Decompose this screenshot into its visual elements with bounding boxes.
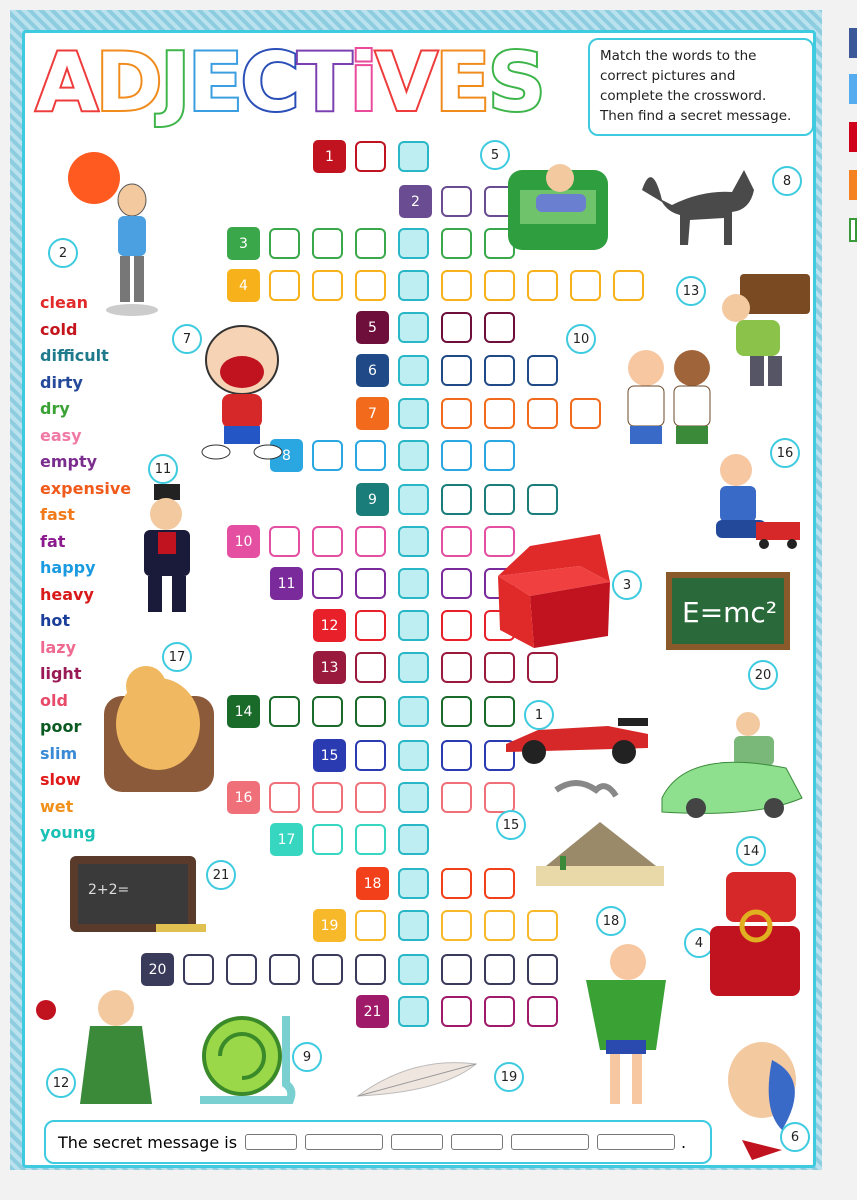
picture-number-circle: 8 [772, 166, 802, 196]
word-bank-item: lazy [40, 637, 77, 657]
crossword-cell[interactable] [484, 910, 515, 941]
picture-number-circle: 19 [494, 1062, 524, 1092]
secret-blank[interactable] [391, 1134, 443, 1150]
secret-column-cell[interactable] [398, 868, 429, 899]
crossword-cell[interactable] [484, 868, 515, 899]
word-bank-item: heavy [40, 584, 94, 604]
title-letter: i [350, 36, 378, 129]
crossword-cell[interactable] [312, 228, 343, 259]
picture-number-circle: 14 [736, 836, 766, 866]
clue-number-11: 11 [270, 567, 303, 600]
word-bank-item: slim [40, 743, 78, 763]
crossword-cell[interactable] [355, 740, 386, 771]
picture-number-circle: 15 [496, 810, 526, 840]
crossword-cell[interactable] [441, 312, 472, 343]
secret-column-cell[interactable] [398, 484, 429, 515]
picture-number-circle: 9 [292, 1042, 322, 1072]
crossword-cell[interactable] [312, 696, 343, 727]
word-bank-item: difficult [40, 346, 109, 365]
crossword-cell[interactable] [484, 954, 515, 985]
crossword-cell[interactable] [484, 484, 515, 515]
clue-number-15: 15 [313, 739, 346, 772]
crossword-cell[interactable] [269, 782, 300, 813]
edge-tab-lightblue [849, 74, 857, 104]
crossword-cell[interactable] [484, 270, 515, 301]
crossword-cell[interactable] [269, 228, 300, 259]
clue-number-4: 4 [227, 269, 260, 302]
edge-tab-orange [849, 170, 857, 200]
picture-number-circle: 7 [172, 324, 202, 354]
secret-column-cell[interactable] [398, 440, 429, 471]
clue-number-13: 13 [313, 651, 346, 684]
secret-message-period: . [681, 1132, 687, 1152]
crossword-cell[interactable] [355, 526, 386, 557]
word-bank-item: happy [40, 558, 96, 577]
fat-cat-armchair-picture [96, 660, 222, 796]
crossword-cell[interactable] [441, 228, 472, 259]
crossword-cell[interactable] [484, 782, 515, 813]
ring-box-picture [704, 866, 804, 1002]
crossword-cell[interactable] [355, 910, 386, 941]
secret-column-cell[interactable] [398, 954, 429, 985]
crossword-cell[interactable] [441, 270, 472, 301]
word-bank-item: expensive [40, 478, 132, 498]
picture-number-circle: 4 [684, 928, 714, 958]
crossword-cell[interactable] [441, 740, 472, 771]
empty-red-box-picture [490, 526, 620, 650]
secret-column-cell[interactable] [398, 312, 429, 343]
secret-column-cell[interactable] [398, 782, 429, 813]
crossword-cell[interactable] [441, 398, 472, 429]
easy-chalkboard-picture [66, 852, 210, 940]
crossword-cell[interactable] [527, 954, 558, 985]
secret-blank[interactable] [511, 1134, 589, 1150]
feather-picture [352, 1054, 482, 1104]
crossword-cell[interactable] [355, 610, 386, 641]
secret-blank[interactable] [597, 1134, 675, 1150]
crossword-cell[interactable] [355, 440, 386, 471]
happy-man-picture [172, 312, 312, 462]
clue-number-19: 19 [313, 909, 346, 942]
crossword-cell[interactable] [527, 996, 558, 1027]
picture-number-circle: 13 [676, 276, 706, 306]
crossword-cell[interactable] [312, 568, 343, 599]
crossword-cell[interactable] [355, 568, 386, 599]
word-bank-item: slow [40, 770, 81, 789]
secret-column-cell[interactable] [398, 610, 429, 641]
crossword-cell[interactable] [570, 270, 601, 301]
title-letter: E [188, 36, 243, 129]
secret-column-cell[interactable] [398, 652, 429, 683]
crossword-cell[interactable] [484, 996, 515, 1027]
crossword-cell[interactable] [355, 652, 386, 683]
word-bank-item: light [40, 664, 82, 683]
picture-number-circle: 21 [206, 860, 236, 890]
clue-number-7: 7 [356, 397, 389, 430]
picture-number-circle: 2 [48, 238, 78, 268]
cat-picture [632, 150, 762, 250]
picture-number-circle: 12 [46, 1068, 76, 1098]
crossword-cell[interactable] [269, 954, 300, 985]
wet-boy-picture [576, 940, 676, 1110]
title-letter: J [160, 36, 191, 129]
old-woman-picture [30, 984, 160, 1110]
instructions-text: Match the words to the correct pictures and complete the crossword. Then find a secret message. [600, 48, 792, 124]
instructions-box [588, 38, 814, 136]
crossword-cell[interactable] [527, 398, 558, 429]
snail-picture [190, 996, 302, 1112]
clue-number-8: 8 [270, 439, 303, 472]
title-letter: S [488, 36, 546, 129]
cold-man-picture [712, 1020, 820, 1160]
secret-column-cell[interactable] [398, 696, 429, 727]
word-bank-item: dry [40, 399, 70, 418]
clue-number-6: 6 [356, 354, 389, 387]
picture-number-circle: 5 [480, 140, 510, 170]
word-bank-item: dirty [40, 372, 83, 392]
title-letter: A [36, 36, 98, 129]
clue-number-12: 12 [313, 609, 346, 642]
crossword-cell[interactable] [484, 652, 515, 683]
secret-column-cell[interactable] [398, 740, 429, 771]
edge-tab-blue [849, 28, 857, 58]
crossword-cell[interactable] [269, 526, 300, 557]
crossword-cell[interactable] [484, 440, 515, 471]
word-bank-item: fat [40, 531, 66, 551]
crossword-cell[interactable] [441, 996, 472, 1027]
crossword-cell[interactable] [527, 355, 558, 386]
picture-number-circle: 1 [524, 700, 554, 730]
crossword-cell[interactable] [570, 398, 601, 429]
crossword-cell[interactable] [441, 696, 472, 727]
clue-number-14: 14 [227, 695, 260, 728]
crossword-cell[interactable] [527, 652, 558, 683]
crossword-cell[interactable] [312, 782, 343, 813]
secret-column-cell[interactable] [398, 824, 429, 855]
title-letter: C [240, 36, 300, 129]
crossword-cell[interactable] [312, 270, 343, 301]
crossword-cell[interactable] [312, 824, 343, 855]
clue-number-18: 18 [356, 867, 389, 900]
crossword-cell[interactable] [355, 782, 386, 813]
crossword-cell[interactable] [441, 355, 472, 386]
secret-message-label: The secret message is [58, 1132, 238, 1152]
title-letter: T [297, 36, 353, 129]
race-car-picture [498, 704, 656, 768]
word-bank-item: wet [40, 796, 74, 816]
secret-blank[interactable] [305, 1134, 383, 1150]
crossword-cell[interactable] [527, 484, 558, 515]
word-bank-item: empty [40, 452, 98, 471]
word-bank-item: fast [40, 505, 75, 524]
secret-column-cell[interactable] [398, 996, 429, 1027]
crossword-cell[interactable] [441, 484, 472, 515]
crossword-cell[interactable] [355, 228, 386, 259]
title-letter: V [375, 36, 438, 129]
crossword-cell[interactable] [441, 782, 472, 813]
clue-number-21: 21 [356, 995, 389, 1028]
word-bank-item: poor [40, 717, 82, 736]
secret-column-cell[interactable] [398, 270, 429, 301]
crossword-cell[interactable] [441, 440, 472, 471]
crossword-cell[interactable] [269, 696, 300, 727]
crossword-cell[interactable] [441, 652, 472, 683]
crossword-cell[interactable] [312, 954, 343, 985]
secret-blank[interactable] [451, 1134, 503, 1150]
crossword-cell[interactable] [441, 186, 472, 217]
clue-number-1: 1 [313, 140, 346, 173]
clue-number-5: 5 [356, 311, 389, 344]
crossword-cell[interactable] [441, 954, 472, 985]
secret-column-cell[interactable] [398, 910, 429, 941]
edge-tab-red [849, 122, 857, 152]
crossword-cell[interactable] [226, 954, 257, 985]
worksheet-title [36, 38, 544, 128]
word-bank-item: clean [40, 293, 89, 312]
picture-number-circle: 18 [596, 906, 626, 936]
word-bank-item: old [40, 690, 68, 710]
dry-desert-picture [536, 770, 664, 890]
man-washing-car-picture [656, 708, 816, 828]
crossword-cell[interactable] [484, 355, 515, 386]
crossword-cell[interactable] [484, 398, 515, 429]
crossword-cell[interactable] [527, 270, 558, 301]
crossword-cell[interactable] [312, 440, 343, 471]
picture-number-circle: 11 [148, 454, 178, 484]
picture-number-circle: 20 [748, 660, 778, 690]
clue-number-16: 16 [227, 781, 260, 814]
picture-number-circle: 10 [566, 324, 596, 354]
crossword-cell[interactable] [441, 868, 472, 899]
emc2-blackboard-picture [664, 570, 792, 652]
svg-text:2+2=: 2+2= [88, 882, 130, 898]
clue-number-9: 9 [356, 483, 389, 516]
poor-man-picture [114, 482, 214, 622]
hot-sun-man-picture [62, 140, 172, 320]
word-bank-item: cold [40, 319, 78, 339]
secret-column-cell[interactable] [398, 568, 429, 599]
secret-column-cell[interactable] [398, 355, 429, 386]
crossword-cell[interactable] [355, 696, 386, 727]
clue-number-17: 17 [270, 823, 303, 856]
crossword-cell[interactable] [441, 568, 472, 599]
crossword-cell[interactable] [441, 526, 472, 557]
secret-column-cell[interactable] [398, 141, 429, 172]
clue-number-10: 10 [227, 525, 260, 558]
crossword-cell[interactable] [527, 910, 558, 941]
svg-text:E=mc²: E=mc² [682, 596, 778, 629]
picture-number-circle: 17 [162, 642, 192, 672]
crossword-cell[interactable] [441, 910, 472, 941]
word-bank-item: easy [40, 425, 82, 445]
boy-toy-truck-picture [690, 448, 810, 558]
crossword-cell[interactable] [613, 270, 644, 301]
clue-number-3: 3 [227, 227, 260, 260]
crossword-cell[interactable] [269, 270, 300, 301]
title-letter: E [435, 36, 491, 129]
title-letter: D [95, 36, 163, 129]
lazy-man-armchair-picture [490, 150, 620, 260]
secret-column-cell[interactable] [398, 398, 429, 429]
secret-blank[interactable] [245, 1134, 297, 1150]
crossword-cell[interactable] [355, 270, 386, 301]
picture-number-circle: 3 [612, 570, 642, 600]
crossword-cell[interactable] [355, 141, 386, 172]
secret-column-cell[interactable] [398, 526, 429, 557]
picture-number-circle: 16 [770, 438, 800, 468]
crossword-cell[interactable] [183, 954, 214, 985]
crossword-cell[interactable] [355, 954, 386, 985]
secret-column-cell[interactable] [398, 228, 429, 259]
word-bank-item: hot [40, 611, 71, 630]
crossword-cell[interactable] [355, 824, 386, 855]
secret-message-box [44, 1120, 712, 1164]
picture-number-circle: 6 [780, 1122, 810, 1152]
clue-number-20: 20 [141, 953, 174, 986]
crossword-cell[interactable] [441, 610, 472, 641]
word-bank-item: young [40, 823, 96, 842]
clue-number-2: 2 [399, 185, 432, 218]
crossword-cell[interactable] [484, 312, 515, 343]
edge-tab-green [849, 218, 857, 242]
crossword-cell[interactable] [312, 526, 343, 557]
